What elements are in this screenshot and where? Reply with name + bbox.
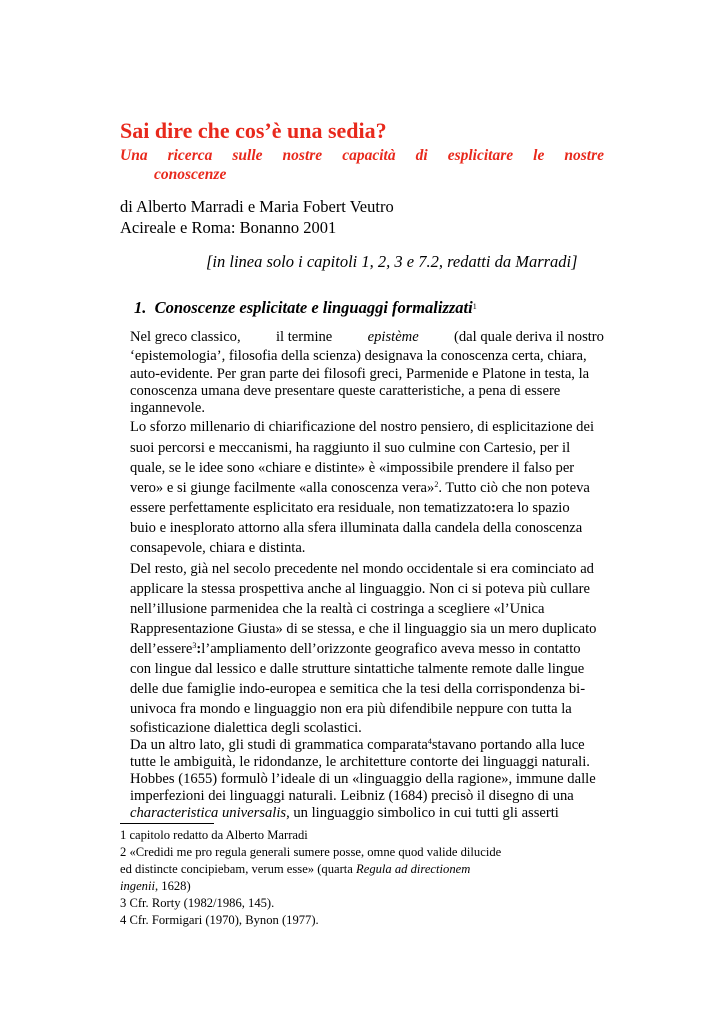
document-title: Sai dire che cos’è una sedia? — [120, 118, 387, 143]
body-line: ingannevole. — [130, 400, 205, 416]
section-number: 1. — [134, 298, 147, 317]
footnote-4: 4 Cfr. Formigari (1970), Bynon (1977). — [120, 913, 319, 927]
body-line: buio e inesplorato attorno alla sfera illuminata dalla candela della conoscenza — [130, 520, 583, 536]
body-line: con lingue dal lessico e dalle strutture sintattiche talmente remote dalle lingue — [130, 661, 585, 677]
body-line: univoca fra mondo e linguaggio non era più difendibile neppure con tutta la — [130, 701, 572, 717]
footnote-2-continuation: ed distincte concipiebam, verum esse» (quarta Regula ad directionem — [120, 862, 471, 876]
section-heading — [134, 298, 477, 318]
body-line: ‘epistemologia’, filosofia della scienza) designava la conoscenza certa, chiara, — [130, 348, 587, 364]
body-line: Hobbes (1655) formulò l’ideale di un «linguaggio della ragione», immune dalle — [130, 771, 596, 787]
body-line: consapevole, chiara e distinta. — [130, 540, 306, 556]
footnote-separator — [120, 823, 214, 824]
body-line: Da un altro lato, gli studi di grammatica comparata 4 stavano portando alla luce — [130, 737, 585, 753]
footnote-ref: 1 — [472, 302, 477, 311]
section-title: Conoscenze esplicitate e linguaggi formalizzati — [154, 298, 473, 317]
body-line: sofisticazione dialettica degli scolastici. — [130, 720, 362, 736]
footnote-ref: 3 — [192, 641, 197, 650]
body-line: vero» e si giunge facilmente «alla conoscenza vera» 2 . Tutto ciò che non poteva — [130, 480, 590, 496]
publisher-line: Acireale e Roma: Bonanno 2001 — [120, 218, 337, 237]
body-line: imperfezioni dei linguaggi naturali. Leibniz (1684) precisò il disegno di una — [130, 788, 574, 804]
online-chapters-note: [in linea solo i capitoli 1, 2, 3 e 7.2, redatti da Marradi] — [206, 252, 578, 271]
body-line: Rappresentazione Giusta» di se stessa, e che il linguaggio sia un mero duplicato — [130, 621, 597, 637]
document-subtitle: Una ricerca sulle nostre capacità di esplicitare le nostre — [120, 147, 604, 164]
body-line: applicare la stessa prospettiva anche al linguaggio. Non ci si poteva più cullare — [130, 581, 590, 597]
body-line: nell’illusione parmenidea che la realtà ci costringa a scegliere «l’Unica — [130, 601, 545, 617]
body-line: auto-evidente. Per gran parte dei filosofi greci, Parmenide e Platone in testa, la — [130, 366, 590, 382]
footnote-2: 2 «Credidi me pro regula generali sumere posse, omne quod valide dilucide — [120, 845, 502, 859]
body-line: essere perfettamente esplicitato era residuale, non tematizzato : era lo spazio — [130, 500, 570, 516]
authors-line: di Alberto Marradi e Maria Fobert Veutro — [120, 197, 394, 216]
body-line: tutte le ambiguità, le ridondanze, le architetture contorte dei linguaggi naturali. — [130, 754, 590, 770]
footnote-2-continuation: ingenii, 1628) — [120, 879, 191, 893]
body-line: conoscenza umana deve presentare queste caratteristiche, a pena di essere — [130, 383, 561, 399]
footnote-ref: 4 — [427, 737, 432, 746]
body-line: characteristica universalis , un linguaggio simbolico in cui tutti gli asserti — [130, 805, 559, 821]
body-line: quale, se le idee sono «chiare e distinte» è «impossibile prendere il falso per — [130, 460, 575, 476]
body-line: Nel greco classico, il termine epistème (dal quale deriva il nostro — [130, 329, 604, 345]
body-line: dell’essere 3 : l’ampliamento dell’orizzonte geografico aveva messo in contatto — [130, 641, 581, 657]
document-subtitle-continuation: conoscenze — [154, 166, 227, 183]
body-line: suoi percorsi e meccanismi, ha raggiunto il suo culmine con Cartesio, per il — [130, 440, 571, 456]
footnote-ref: 2 — [434, 480, 439, 489]
body-line: delle due famiglie indo-europea e semitica che la tesi della corrispondenza bi- — [130, 681, 586, 697]
body-line: Del resto, già nel secolo precedente nel mondo occidentale si era cominciato ad — [130, 561, 594, 577]
footnote-3: 3 Cfr. Rorty (1982/1986, 145). — [120, 896, 275, 910]
body-line: Lo sforzo millenario di chiarificazione del nostro pensiero, di esplicitazione dei — [130, 419, 594, 435]
footnote-1: 1 capitolo redatto da Alberto Marradi — [120, 828, 308, 842]
